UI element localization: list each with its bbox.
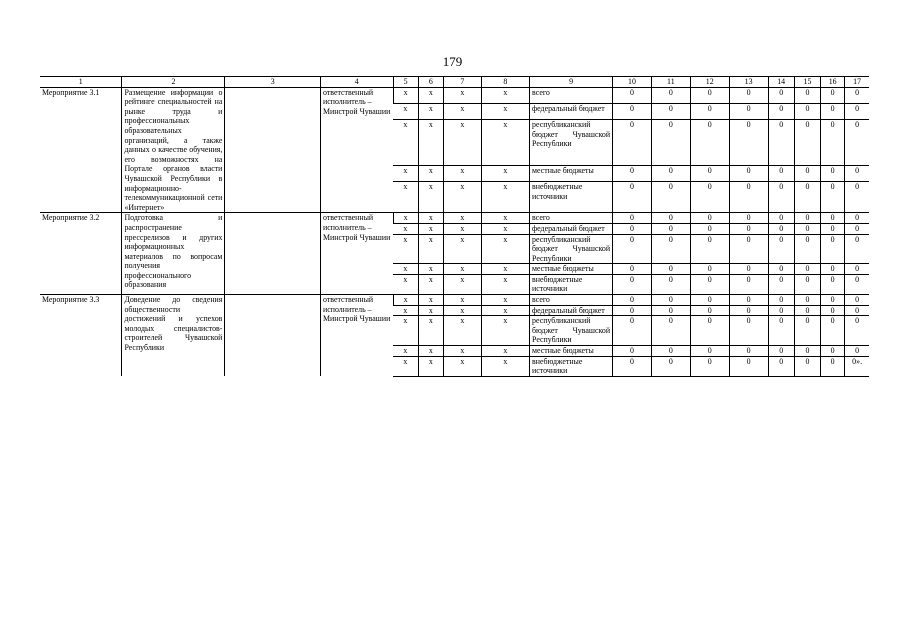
code-cell: х [393,87,418,103]
code-cell: х [393,120,418,166]
amount-cell: 0 [613,120,652,166]
amount-cell: 0 [613,264,652,275]
measure-row [40,213,869,224]
amount-cell: 0 [651,316,690,346]
amount-cell: 0 [845,346,869,357]
funding-source: федеральный бюджет [530,103,613,119]
amount-cell: 0 [690,234,729,264]
funding-source: внебюджетные источники [530,274,613,294]
amount-cell: 0 [821,264,845,275]
funding-source: внебюджетные источники [530,356,613,376]
code-cell: х [481,120,529,166]
amount-cell: 0 [613,305,652,316]
amount-cell: 0 [690,165,729,181]
measure-name: Мероприятие 3.1 [42,87,100,97]
amount-cell: 0 [729,165,768,181]
code-cell: х [418,356,443,376]
measure-description: Подготовка и распространение прессрелизов и других информационных материалов по вопросам получения профессионального образования [122,213,225,295]
amount-cell: 0 [794,103,820,119]
amount-cell: 0 [690,103,729,119]
funding-source: федеральный бюджет [530,223,613,234]
amount-cell: 0 [651,165,690,181]
amount-cell: 0 [651,274,690,294]
code-cell: х [443,264,481,275]
amount-cell: 0 [845,182,869,213]
amount-cell: 0 [845,213,869,224]
amount-cell: 0 [729,103,768,119]
responsible-executor: ответственный исполнитель – Минстрой Чувашии [321,295,393,377]
header-cell: 1 [40,77,122,88]
amount-cell: 0 [794,87,820,103]
executor-cell [225,295,321,377]
amount-cell: 0 [651,295,690,306]
funding-source: республиканский бюджет Чувашской Республики [530,120,613,166]
code-cell: х [393,234,418,264]
amount-cell: 0 [768,87,794,103]
amount-cell: 0 [690,213,729,224]
responsible-executor: ответственный исполнитель – Минстрой Чувашии [321,87,393,213]
amount-cell: 0 [768,316,794,346]
amount-cell: 0 [794,346,820,357]
code-cell: х [481,165,529,181]
amount-cell: 0 [768,305,794,316]
code-cell: х [393,103,418,119]
code-cell: х [481,223,529,234]
code-cell: х [443,165,481,181]
amount-cell: 0 [768,234,794,264]
code-cell: х [443,223,481,234]
header-row [40,77,869,88]
code-cell: х [393,274,418,294]
amount-cell: 0 [794,165,820,181]
amount-cell: 0 [768,223,794,234]
amount-cell: 0 [690,346,729,357]
amount-cell: 0 [794,120,820,166]
amount-cell: 0 [768,295,794,306]
amount-cell: 0 [729,120,768,166]
amount-cell: 0 [651,346,690,357]
header-cell: 12 [690,77,729,88]
amount-cell: 0 [613,234,652,264]
amount-cell: 0 [821,182,845,213]
amount-cell: 0 [821,120,845,166]
amount-cell: 0 [768,346,794,357]
header-cell: 10 [613,77,652,88]
header-cell: 4 [321,77,393,88]
amount-cell: 0 [768,264,794,275]
header-cell: 9 [530,77,613,88]
code-cell: х [418,295,443,306]
code-cell: х [393,182,418,213]
code-cell: х [418,223,443,234]
code-cell: х [393,165,418,181]
amount-cell: 0 [794,274,820,294]
amount-cell: 0 [821,234,845,264]
code-cell: х [418,87,443,103]
amount-cell: 0 [690,274,729,294]
header-cell: 11 [651,77,690,88]
amount-cell: 0 [613,356,652,376]
code-cell: х [418,103,443,119]
measure-row [40,87,869,103]
code-cell: х [443,274,481,294]
code-cell: х [443,316,481,346]
code-cell: х [481,234,529,264]
amount-cell: 0 [690,120,729,166]
amount-cell: 0 [613,213,652,224]
amount-cell: 0 [821,223,845,234]
code-cell: х [393,223,418,234]
code-cell: х [481,274,529,294]
amount-cell: 0 [768,356,794,376]
code-cell: х [481,346,529,357]
code-cell: х [393,264,418,275]
code-cell: х [443,295,481,306]
measure-name: Мероприятие 3.2 [40,213,122,295]
amount-cell: 0 [613,295,652,306]
amount-cell: 0 [845,305,869,316]
code-cell: х [418,274,443,294]
amount-cell: 0 [651,264,690,275]
amount-cell: 0 [690,182,729,213]
funding-source: республиканский бюджет Чувашской Республики [530,234,613,264]
amount-cell: 0 [794,295,820,306]
header-cell: 15 [794,77,820,88]
code-cell: х [393,316,418,346]
code-cell: х [443,305,481,316]
amount-cell: 0 [690,316,729,346]
header-cell: 6 [418,77,443,88]
code-cell: х [393,356,418,376]
amount-cell: 0 [794,356,820,376]
code-cell: х [443,234,481,264]
amount-cell: 0 [794,234,820,264]
amount-cell: 0 [821,87,845,103]
amount-cell: 0 [613,87,652,103]
header-cell: 8 [481,77,529,88]
amount-cell: 0 [768,213,794,224]
code-cell: х [481,316,529,346]
responsible-executor: ответственный исполнитель – Минстрой Чувашии [321,213,393,295]
measure-description: Размещение информации о рейтинге специальностей на рынке труда и профессиональных образовательных организаций, а также данных о качестве обучения, его возможностях на Портале органов власти Чувашской Республики в информационно-телекоммуникационной сети «Интернет» [122,87,225,213]
amount-cell: 0 [729,356,768,376]
amount-cell: 0 [613,316,652,346]
amount-cell: 0 [845,120,869,166]
amount-cell: 0 [651,120,690,166]
code-cell: х [393,295,418,306]
amount-cell: 0 [651,223,690,234]
amount-cell: 0 [690,295,729,306]
code-cell: х [481,295,529,306]
funding-source: республиканский бюджет Чувашской Республики [530,316,613,346]
amount-cell: 0 [845,295,869,306]
code-cell: х [481,305,529,316]
amount-cell: 0 [845,234,869,264]
amount-cell: 0 [729,305,768,316]
funding-source: всего [530,295,613,306]
executor-cell [225,87,321,213]
amount-cell: 0 [613,182,652,213]
amount-cell: 0 [845,316,869,346]
funding-source: местные бюджеты [530,346,613,357]
amount-cell: 0 [613,223,652,234]
amount-cell: 0 [845,165,869,181]
header-cell: 7 [443,77,481,88]
code-cell: х [418,120,443,166]
amount-cell: 0 [821,316,845,346]
funding-source: внебюджетные источники [530,182,613,213]
amount-cell: 0 [794,316,820,346]
code-cell: х [418,182,443,213]
code-cell: х [418,316,443,346]
executor-cell [225,213,321,295]
amount-cell: 0 [651,213,690,224]
amount-cell: 0 [821,213,845,224]
amount-cell: 0». [845,356,869,376]
amount-cell: 0 [821,165,845,181]
code-cell: х [393,305,418,316]
amount-cell: 0 [821,346,845,357]
amount-cell: 0 [690,356,729,376]
amount-cell: 0 [729,213,768,224]
header-cell: 5 [393,77,418,88]
amount-cell: 0 [729,274,768,294]
header-cell: 2 [122,77,225,88]
funding-source: местные бюджеты [530,264,613,275]
code-cell: х [443,346,481,357]
code-cell: х [481,182,529,213]
code-cell: х [443,356,481,376]
amount-cell: 0 [821,295,845,306]
amount-cell: 0 [613,165,652,181]
amount-cell: 0 [845,223,869,234]
measure-description: Доведение до сведения общественности достижений и успехов молодых специалистов-строителей Чувашской Республики [122,295,225,377]
header-cell: 17 [845,77,869,88]
amount-cell: 0 [729,346,768,357]
code-cell: х [481,213,529,224]
header-cell: 13 [729,77,768,88]
code-cell: х [418,165,443,181]
amount-cell: 0 [729,87,768,103]
amount-cell: 0 [845,87,869,103]
code-cell: х [418,305,443,316]
code-cell: х [418,346,443,357]
funding-source: всего [530,87,613,103]
code-cell: х [481,103,529,119]
code-cell: х [443,103,481,119]
measure-row [40,295,869,306]
amount-cell: 0 [651,182,690,213]
header-cell: 16 [821,77,845,88]
code-cell: х [443,182,481,213]
amount-cell: 0 [690,305,729,316]
amount-cell: 0 [768,182,794,213]
code-cell: х [418,234,443,264]
code-cell: х [418,264,443,275]
amount-cell: 0 [845,103,869,119]
amount-cell: 0 [729,182,768,213]
amount-cell: 0 [845,274,869,294]
amount-cell: 0 [651,87,690,103]
amount-cell: 0 [729,264,768,275]
code-cell: х [443,213,481,224]
code-cell: х [443,120,481,166]
amount-cell: 0 [821,103,845,119]
code-cell: х [393,346,418,357]
amount-cell: 0 [845,264,869,275]
header-cell: 14 [768,77,794,88]
code-cell: х [481,356,529,376]
amount-cell: 0 [613,346,652,357]
amount-cell: 0 [651,305,690,316]
amount-cell: 0 [651,356,690,376]
amount-cell: 0 [729,234,768,264]
amount-cell: 0 [729,316,768,346]
funding-source: всего [530,213,613,224]
amount-cell: 0 [729,223,768,234]
amount-cell: 0 [690,264,729,275]
code-cell: х [393,213,418,224]
amount-cell: 0 [690,87,729,103]
amount-cell: 0 [768,165,794,181]
amount-cell: 0 [768,120,794,166]
amount-cell: 0 [794,223,820,234]
amount-cell: 0 [794,182,820,213]
amount-cell: 0 [821,274,845,294]
page-number: 179 [442,54,463,69]
amount-cell: 0 [613,103,652,119]
amount-cell: 0 [821,356,845,376]
code-cell: х [481,87,529,103]
code-cell: х [481,264,529,275]
amount-cell: 0 [729,295,768,306]
amount-cell: 0 [690,223,729,234]
amount-cell: 0 [768,274,794,294]
amount-cell: 0 [651,103,690,119]
amount-cell: 0 [821,305,845,316]
measures-table [40,76,869,377]
amount-cell: 0 [768,103,794,119]
funding-source: федеральный бюджет [530,305,613,316]
amount-cell: 0 [613,274,652,294]
code-cell: х [443,87,481,103]
amount-cell: 0 [794,264,820,275]
amount-cell: 0 [794,213,820,224]
header-cell: 3 [225,77,321,88]
code-cell: х [418,213,443,224]
amount-cell: 0 [794,305,820,316]
amount-cell: 0 [651,234,690,264]
funding-source: местные бюджеты [530,165,613,181]
measure-name: Мероприятие 3.3 [40,295,122,377]
